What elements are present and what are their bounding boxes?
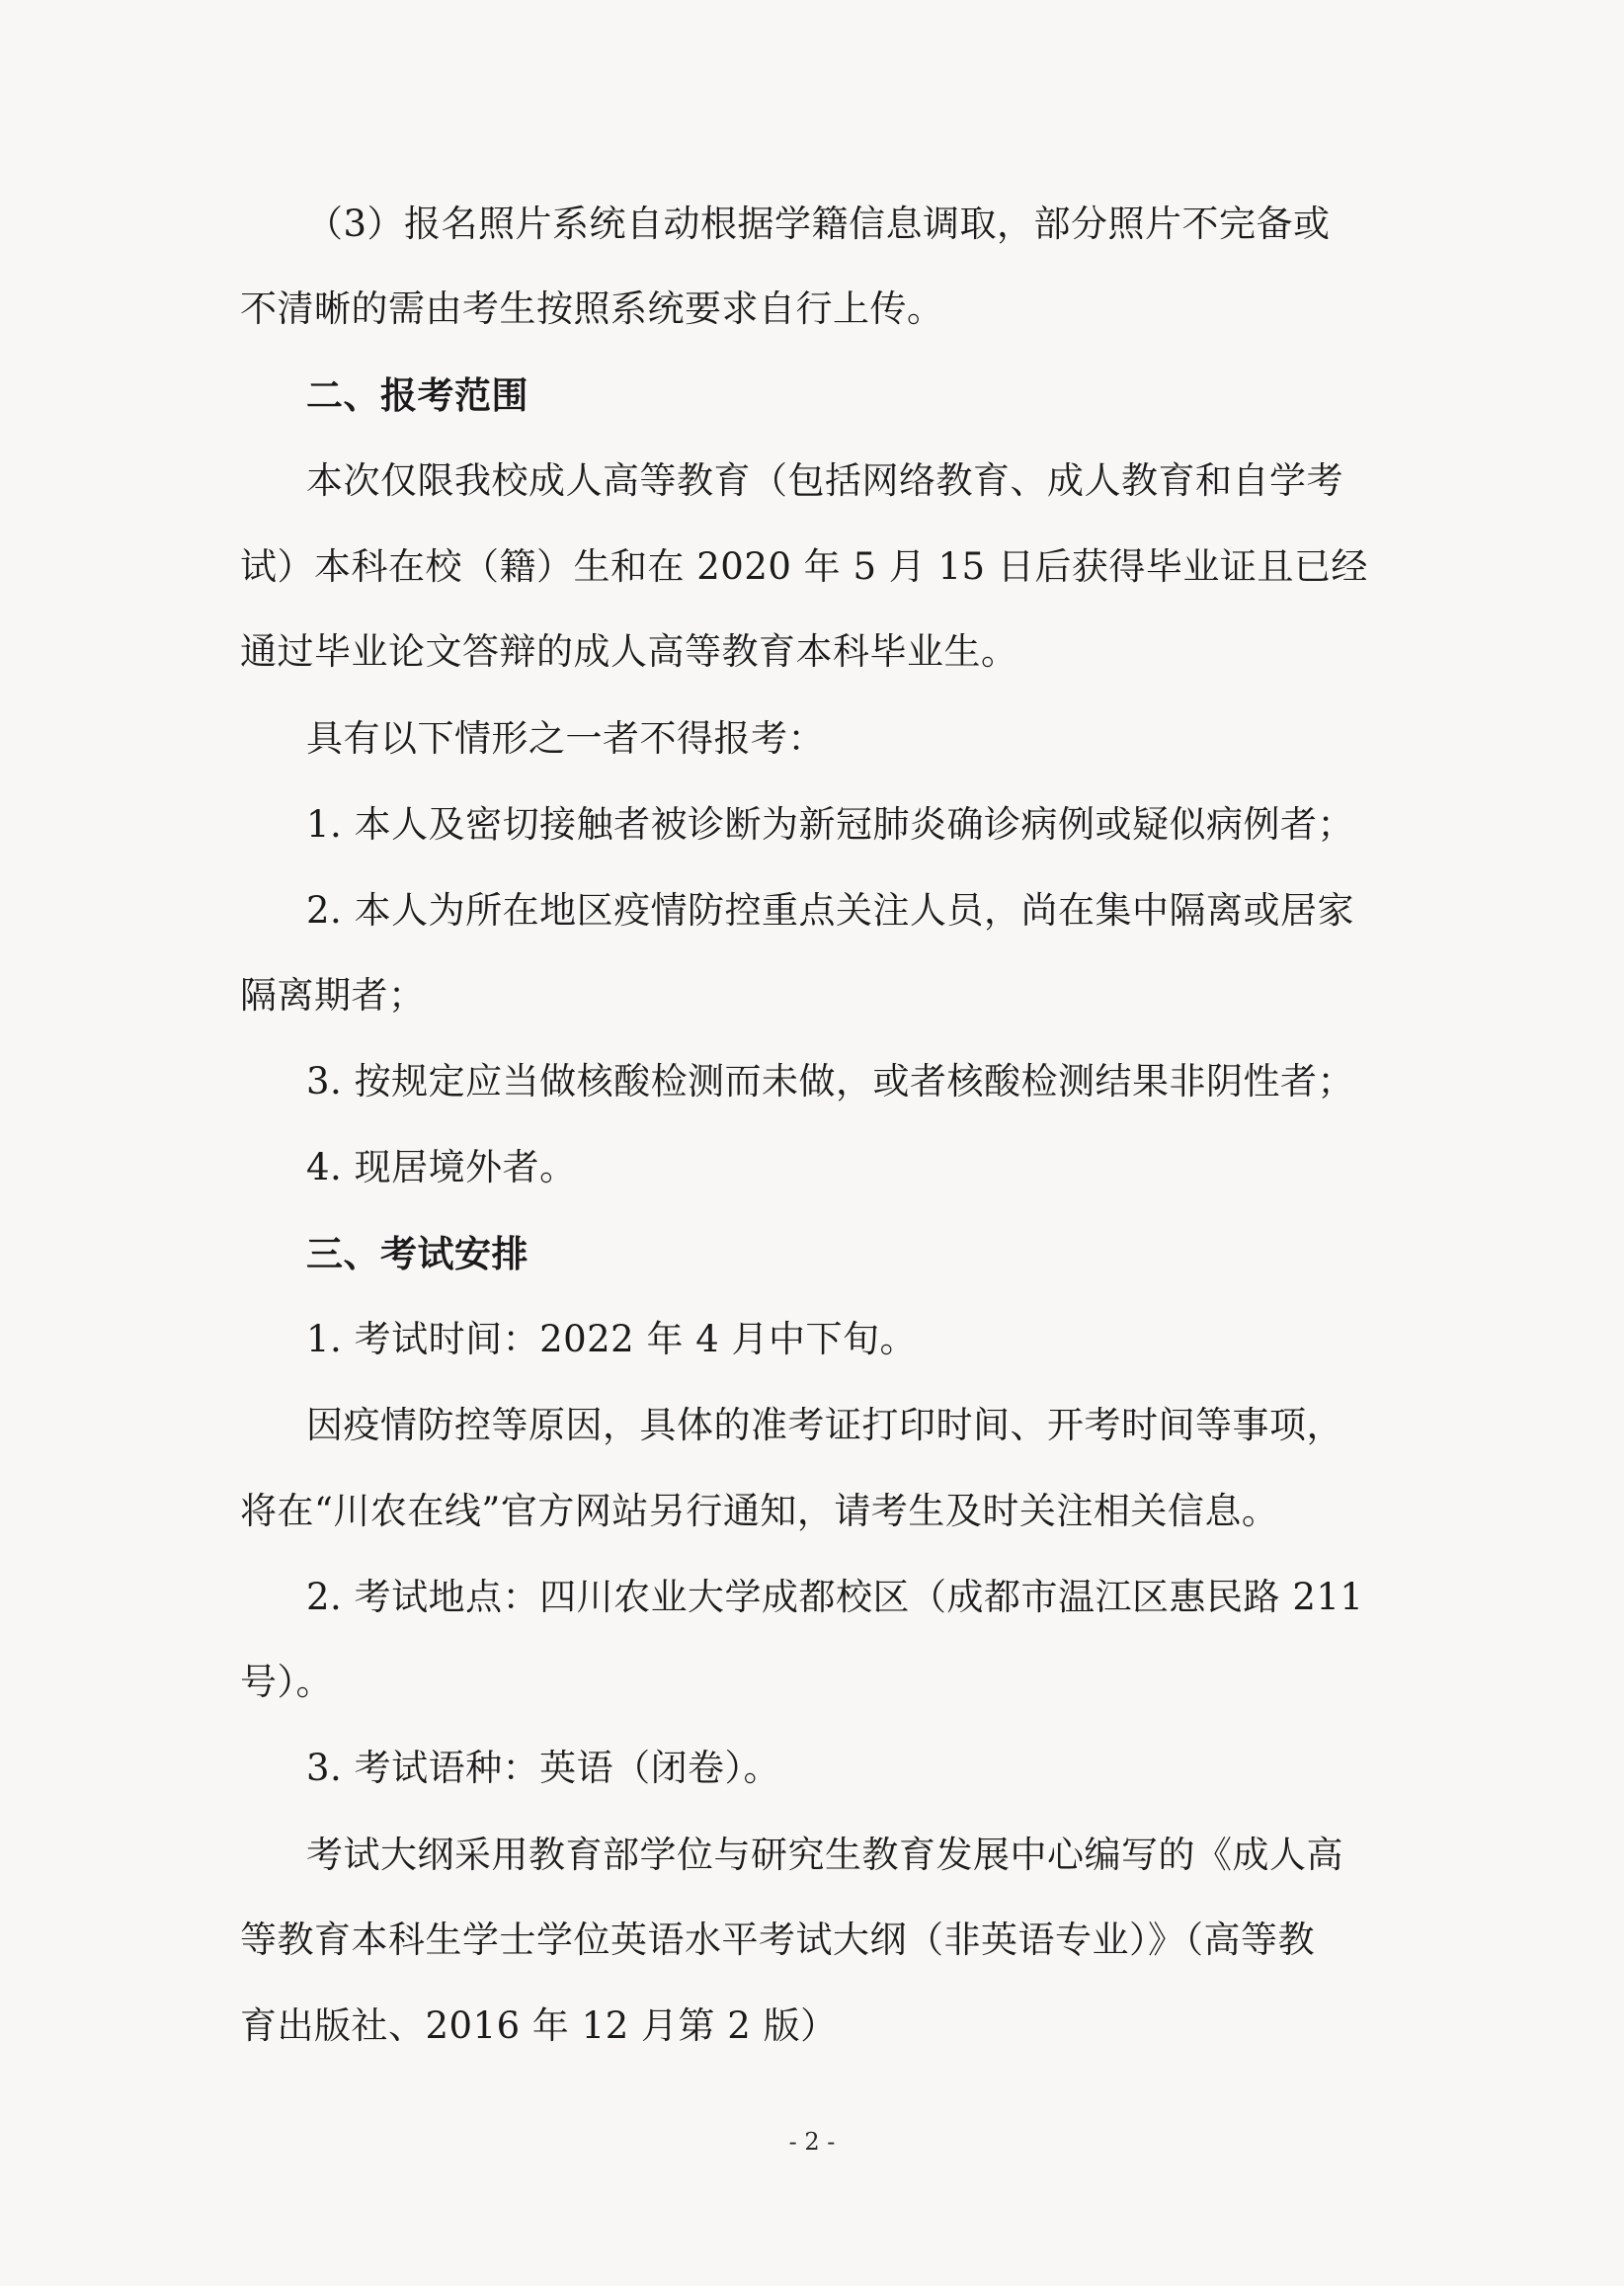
paragraph-line: 不清晰的需由考生按照系统要求自行上传。 (240, 287, 944, 330)
list-item: 3. 按规定应当做核酸检测而未做，或者核酸检测结果非阴性者； (306, 1060, 1355, 1102)
paragraph-line: 育出版社、2016 年 12 月第 2 版） (240, 2004, 838, 2047)
list-item: 1. 本人及密切接触者被诊断为新冠肺炎确诊病例或疑似病例者； (306, 803, 1355, 846)
paragraph-line: （3）报名照片系统自动根据学籍信息调取，部分照片不完备或 (306, 203, 1331, 245)
paragraph-line: 试）本科在校（籍）生和在 2020 年 5 月 15 日后获得毕业证且已经 (240, 545, 1368, 588)
paragraph-line: 考试大纲采用教育部学位与研究生教育发展中心编写的《成人高 (306, 1834, 1343, 1876)
list-item-continuation: 号）。 (240, 1661, 333, 1703)
list-item: 2. 本人为所在地区疫情防控重点关注人员，尚在集中隔离或居家 (306, 889, 1355, 932)
list-item: 4. 现居境外者。 (306, 1146, 577, 1188)
paragraph-line: 具有以下情形之一者不得报考： (306, 717, 825, 760)
paragraph-line: 因疫情防控等原因，具体的准考证打印时间、开考时间等事项， (306, 1404, 1343, 1446)
list-item: 1. 考试时间：2022 年 4 月中下旬。 (306, 1318, 918, 1360)
paragraph-line: 等教育本科生学士学位英语水平考试大纲（非英语专业）》（高等教 (240, 1919, 1315, 1961)
list-item: 2. 考试地点：四川农业大学成都校区（成都市温江区惠民路 211 (306, 1576, 1364, 1618)
paragraph-line: 将在“川农在线”官方网站另行通知，请考生及时关注相关信息。 (240, 1490, 1279, 1532)
list-item: 3. 考试语种：英语（闭卷）。 (306, 1747, 781, 1789)
page-number: - 2 - (788, 2128, 836, 2156)
section-heading: 三、考试安排 (306, 1232, 528, 1275)
list-item-continuation: 隔离期者； (240, 974, 426, 1017)
section-heading: 二、报考范围 (306, 373, 528, 417)
paragraph-line: 通过毕业论文答辩的成人高等教育本科毕业生。 (240, 630, 1018, 673)
paragraph-line: 本次仅限我校成人高等教育（包括网络教育、成人教育和自学考 (306, 459, 1343, 502)
